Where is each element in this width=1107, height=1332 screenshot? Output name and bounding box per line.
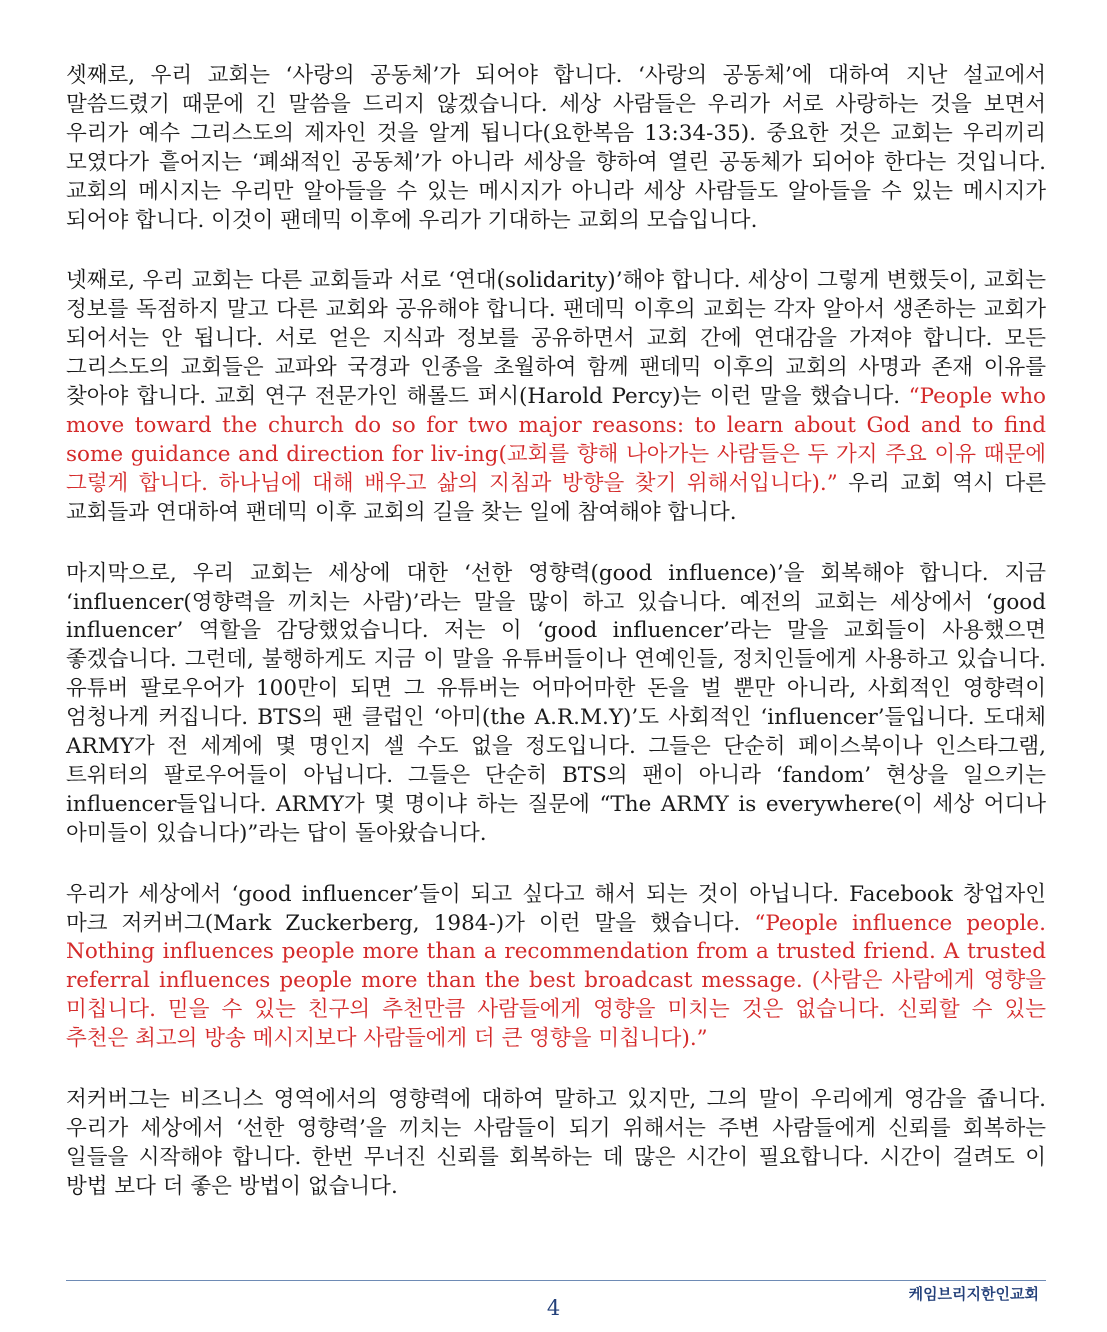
footer-divider bbox=[66, 1280, 1046, 1281]
paragraph-text: 셋째로, 우리 교회는 ‘사랑의 공동체’가 되어야 합니다. ‘사랑의 공동체’에 대하여 지난 설교에서 말씀드렸기 때문에 긴 말씀을 드리지 않겠습니다. 세상 사람들은 우리가 서로 사랑하는 것을 보면서 우리가 예수 그리스도의 제자인 것을 알게 됩니다(요한복음 13:34-35). 중요한 것은 교회는 우리끼리 모였다가 흩어지는 ‘폐쇄적인 공동체’가 아니라 세상을 향하여 열린 공동체가 되어야 한다는 것입니다. 교회의 메시지는 우리만 알아들을 수 있는 메시지가 아니라 세상 사람들도 알아들을 수 있는 메시지가 되어야 합니다. 이것이 팬데믹 이후에 우리가 기대하는 교회의 모습입니다. bbox=[66, 63, 1046, 233]
paragraph-zuckerberg bbox=[66, 881, 1046, 1054]
paragraph-text: 마지막으로, 우리 교회는 세상에 대한 ‘선한 영향력(good influence)’을 회복해야 합니다. 지금 ‘influencer(영향력을 끼치는 사람)’라는 말을 많이 하고 있습니다. 예전의 교회는 세상에서 ‘good influencer’ 역할을 감당했었습니다. 저는 이 ‘good influencer’라는 말을 교회들이 사용했으면 좋겠습니다. 그런데, 불행하게도 지금 이 말을 유튜버들이나 연예인들, 정치인들에게 사용하고 있습니다. 유튜버 팔로우어가 100만이 되면 그 유튜버는 어마어마한 돈을 벌 뿐만 아니라, 사회적인 영향력이 엄청나게 커집니다. BTS의 팬 클럽인 ‘아미(the A.R.M.Y)’도 사회적인 ‘influencer’들입니다. 도대체 ARMY가 전 세계에 몇 명인지 셀 수도 없을 정도입니다. 그들은 단순히 페이스북이나 인스타그램, 트위터의 팔로우어들이 아닙니다. 그들은 단순히 BTS의 팬이 아니라 ‘fandom’ 현상을 일으키는 influencer들입니다. ARMY가 몇 명이냐 하는 질문에 “The ARMY is everywhere(이 세상 어디나 아미들이 있습니다)”라는 답이 돌아왔습니다. bbox=[66, 560, 1046, 846]
church-name: 케임브리지한인교회 bbox=[908, 1285, 1039, 1303]
article-body bbox=[66, 62, 1046, 1234]
paragraph-text: 저커버그는 비즈니스 영역에서의 영향력에 대하여 말하고 있지만, 그의 말이 우리에게 영감을 줍니다. 우리가 세상에서 ‘선한 영향력’을 끼치는 사람들이 되기 위해서는 주변 사람들에게 신뢰를 회복하는 일들을 시작해야 합니다. 한번 무너진 신뢰를 회복하는 데 많은 시간이 필요합니다. 시간이 걸려도 이 방법 보다 더 좋은 방법이 없습니다. bbox=[66, 1087, 1046, 1199]
quote-harold-percy: “People who move toward the church do so for two major reasons: to learn about God and to find some guidance and direction for liv-ing(교회를 향해 나아가는 사람들은 두 가지 주요 이유 때문에 그렇게 합니다. 하나님에 대해 배우고 삶의 지침과 방향을 찾기 위해서입니다).” bbox=[66, 384, 1046, 496]
page-number: 4 bbox=[546, 1296, 561, 1320]
paragraph-third-point bbox=[66, 62, 1046, 235]
paragraph-fourth-point bbox=[66, 267, 1046, 527]
paragraph-final-point bbox=[66, 560, 1046, 849]
quote-mark-zuckerberg: “People influence people. Nothing influences people more than a recommendation from a trusted friend. A trusted referral influences people more than the best broadcast message. (사람은 사람에게 영향을 미칩니다. 믿을 수 있는 친구의 추천만큼 사람들에게 영향을 미치는 것은 없습니다. 신뢰할 수 있는 추천은 최고의 방송 메시지보다 사람들에게 더 큰 영향을 미칩니다).” bbox=[66, 910, 1046, 1052]
paragraph-text: 넷째로, 우리 교회는 다른 교회들과 서로 ‘연대(solidarity)’해야 합니다. 세상이 그렇게 변했듯이, 교회는 정보를 독점하지 말고 다른 교회와 공유해야 합니다. 팬데믹 이후의 교회는 각자 알아서 생존하는 교회가 되어서는 안 됩니다. 서로 얻은 지식과 정보를 공유하면서 교회 간에 연대감을 가져야 합니다. 모든 그리스도의 교회들은 교파와 국경과 인종을 초월하여 함께 팬데믹 이후의 교회의 사명과 존재 이유를 찾아야 합니다. 교회 연구 전문가인 해롤드 퍼시(Harold Percy)는 이런 말을 했습니다. bbox=[66, 268, 1046, 410]
paragraph-text: 우리가 세상에서 ‘good influencer’들이 되고 싶다고 해서 되는 것이 아닙니다. Facebook 창업자인 마크 저커버그(Mark Zuckerberg, 1984-)가 이런 말을 했습니다. bbox=[66, 881, 1046, 936]
paragraph-conclusion bbox=[66, 1086, 1046, 1202]
paragraph-text: 우리 교회 역시 다른 교회들과 연대하여 팬데믹 이후 교회의 길을 찾는 일에 참여해야 합니다. bbox=[66, 470, 1046, 525]
